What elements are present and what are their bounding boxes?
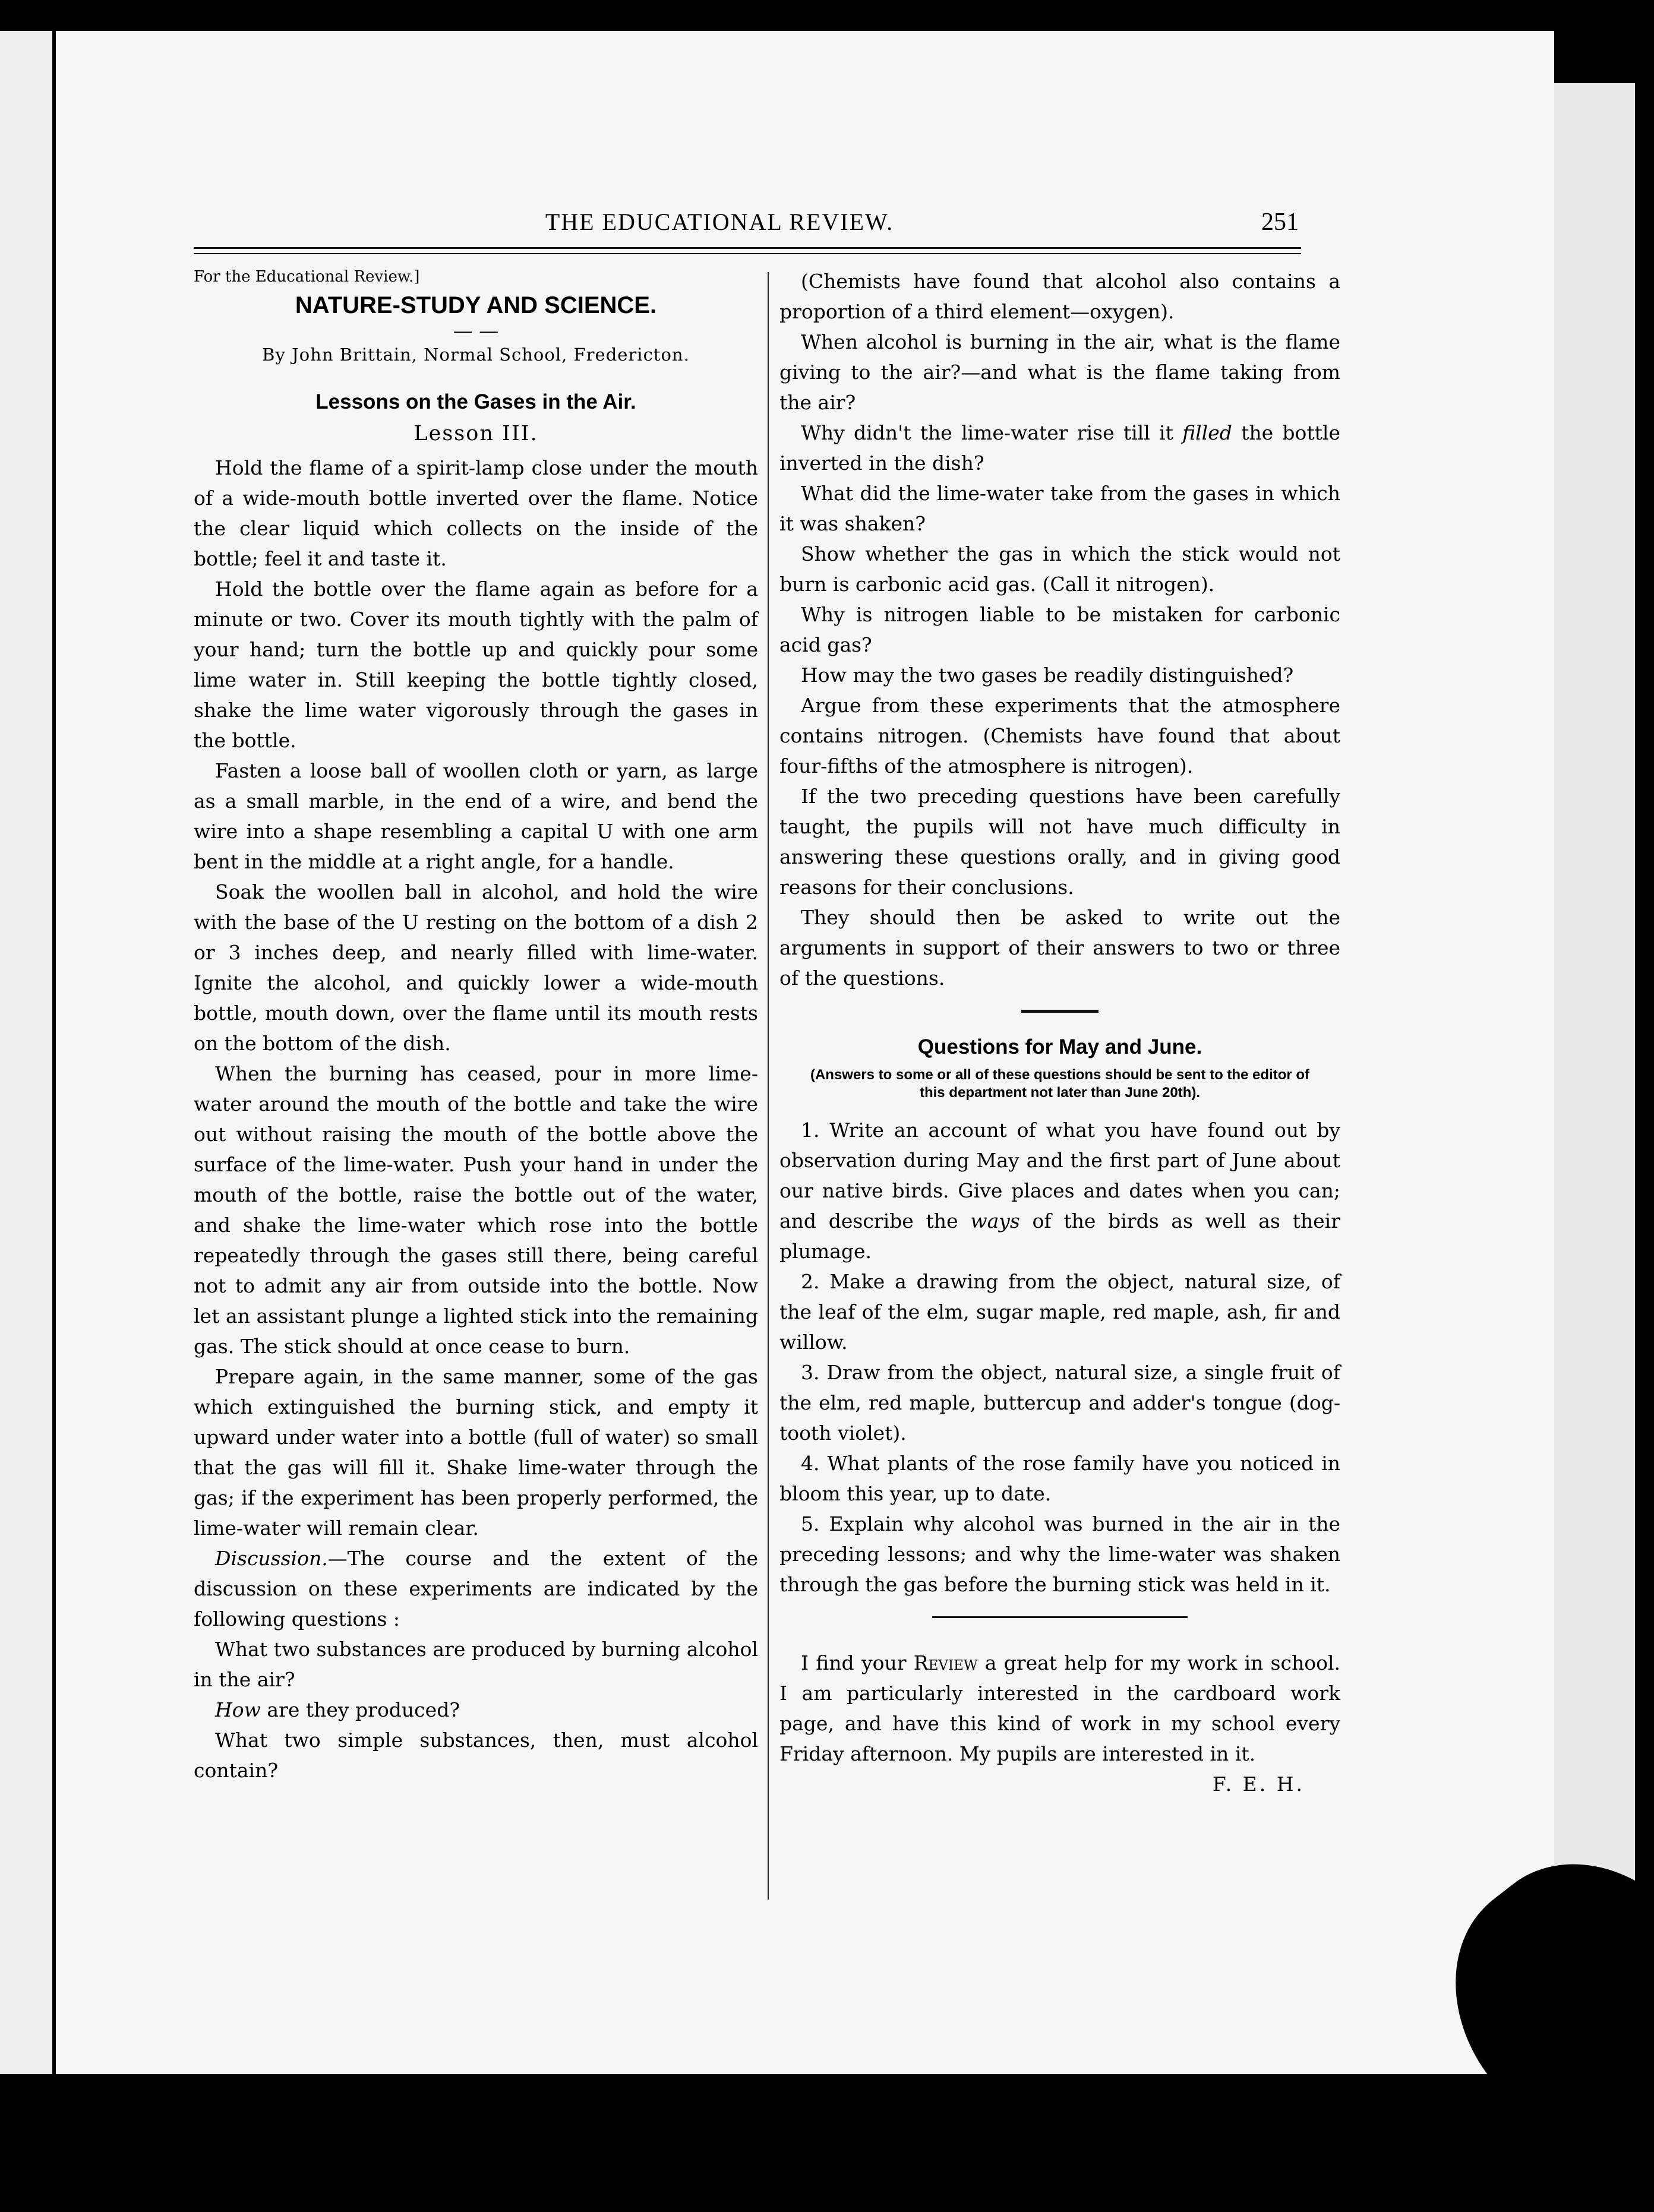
questions-heading: Questions for May and June. xyxy=(917,1035,1202,1058)
letter-signature: F. E. H. xyxy=(1212,1772,1305,1796)
byline: By John Brittain, Normal School, Fredericton. xyxy=(262,345,690,365)
running-head: THE EDUCATIONAL REVIEW. xyxy=(545,208,894,235)
left-column xyxy=(194,266,758,1786)
numbered-question: 4. What plants of the rose family have you noticed in bloom this year, up to date. xyxy=(779,1452,1340,1505)
paragraph: Hold the flame of a spirit-lamp close under the mouth of a wide-mouth bottle inverted over the flame. Notice the clear liquid which collects on the inside of the bottle; feel it and taste it. xyxy=(194,456,758,570)
article-title: NATURE-STUDY AND SCIENCE. xyxy=(295,292,657,318)
question-text: Why didn't the lime-water rise till it xyxy=(801,421,1183,444)
question-emphasis: ways xyxy=(970,1209,1020,1233)
scan-margin-left xyxy=(0,31,52,2074)
lesson-number: Lesson III. xyxy=(414,422,538,445)
page-number: 251 xyxy=(1261,208,1299,236)
letter-review-word: Review xyxy=(913,1651,978,1674)
discussion-text: —The course and the extent of the discussion on these experiments are indicated by the following questions : xyxy=(194,1547,758,1630)
title-dash: — — xyxy=(453,319,499,342)
paragraph: If the two preceding questions have been carefully taught, the pupils will not have much difficulty in answering these questions orally, and in giving good reasons for their conclusions. xyxy=(779,785,1340,899)
question-text: the bottle inverted in the dish? xyxy=(779,421,1340,475)
question: What two simple substances, then, must alcohol contain? xyxy=(194,1728,758,1782)
page-header xyxy=(140,208,1299,234)
question xyxy=(194,1695,758,1725)
header-rule-secondary xyxy=(194,253,1301,254)
scan-margin-right xyxy=(1554,83,1635,2096)
reader-letter xyxy=(779,1648,1340,1769)
question: What two substances are produced by burning alcohol in the air? xyxy=(194,1638,758,1691)
question-text: are they produced? xyxy=(260,1698,460,1721)
question-emphasis: How xyxy=(215,1698,261,1721)
source-note: For the Educational Review.] xyxy=(194,268,420,286)
paragraph: When the burning has ceased, pour in more lime-water around the mouth of the bottle and take the wire out without raising the mouth of the bottle above the surface of the lime-water. Push your hand in under the mouth of the bottle, raise the bottle out of the water, and shake the lime-water which rose into the bottle repeatedly through the gases still there, being careful not to admit any air from outside into the bottle. Now let an assistant plunge a lighted stick into the remaining gas. The stick should at once cease to burn. xyxy=(194,1062,758,1358)
section-rule-long xyxy=(932,1616,1188,1618)
column-divider xyxy=(768,272,769,1900)
numbered-question: 3. Draw from the object, natural size, a single fruit of the elm, red maple, buttercup and adder's tongue (dog-tooth violet). xyxy=(779,1361,1340,1445)
paragraph: Hold the bottle over the flame again as before for a minute or two. Cover its mouth tightly with the palm of your hand; turn the bottle up and quickly pour some lime water in. Still keeping the bottle tightly closed, shake the lime water vigorously through the gases in the bottle. xyxy=(194,577,758,752)
numbered-question xyxy=(779,1115,1340,1266)
question: What did the lime-water take from the gases in which it was shaken? xyxy=(779,482,1340,535)
question xyxy=(779,418,1340,478)
paragraph: Fasten a loose ball of woollen cloth or yarn, as large as a small marble, in the end of a wire, and bend the wire into a shape resembling a capital U with one arm bent in the middle at a right angle, for a handle. xyxy=(194,759,758,873)
header-rule xyxy=(194,247,1301,249)
paragraph: Soak the woollen ball in alcohol, and hold the wire with the base of the U resting on the bottom of a dish 2 or 3 inches deep, and nearly filled with lime-water. Ignite the alcohol, and quickly lower a wide-mouth bottle, mouth down, over the flame until its mouth rests on the bottom of the dish. xyxy=(194,880,758,1055)
question: Show whether the gas in which the stick would not burn is carbonic acid gas. (Call it nitrogen). xyxy=(779,542,1340,596)
paragraph: They should then be asked to write out the arguments in support of their answers to two or three of the questions. xyxy=(779,906,1340,990)
question-emphasis: filled xyxy=(1182,421,1232,444)
question: How may the two gases be readily distinguished? xyxy=(801,663,1294,687)
paragraph: Prepare again, in the same manner, some of the gas which extinguished the burning stick, and empty it upward under water into a bottle (full of water) so small that the gas will fill it. Shake lime-water through the gas; if the experiment has been properly performed, the lime-water will remain clear. xyxy=(194,1365,758,1540)
discussion-label: Discussion. xyxy=(215,1547,328,1570)
question: Why is nitrogen liable to be mistaken for carbonic acid gas? xyxy=(779,603,1340,656)
numbered-question: 5. Explain why alcohol was burned in the air in the preceding lessons; and why the lime-water was shaken through the gas before the burning stick was held in it. xyxy=(779,1512,1340,1596)
question-text: 1. Write an account of what you have found out by observation during May and the first part of June about our native birds. Give places and dates when you can; and describe the xyxy=(779,1118,1340,1233)
letter-text: I find your xyxy=(801,1651,914,1674)
questions-note: (Answers to some or all of these questions should be sent to the editor of this department not later than June 20th). xyxy=(810,1067,1310,1101)
letter-text: a great help for my work in school. I am particularly interested in the cardboard work page, and have this kind of work in my school every Friday afternoon. My pupils are interested in it. xyxy=(779,1651,1340,1765)
question: When alcohol is burning in the air, what is the flame giving to the air?—and what is the flame taking from the air? xyxy=(779,330,1340,414)
paragraph: Argue from these experiments that the atmosphere contains nitrogen. (Chemists have found that about four-fifths of the atmosphere is nitrogen). xyxy=(779,694,1340,778)
question-text: of the birds as well as their plumage. xyxy=(779,1209,1341,1263)
lessons-heading: Lessons on the Gases in the Air. xyxy=(315,390,636,413)
section-rule xyxy=(1021,1010,1099,1013)
numbered-question: 2. Make a drawing from the object, natural size, of the leaf of the elm, sugar maple, red maple, ash, fir and willow. xyxy=(779,1270,1340,1354)
paragraph: (Chemists have found that alcohol also contains a proportion of a third element—oxygen). xyxy=(779,270,1340,323)
right-column xyxy=(779,266,1340,1799)
discussion-paragraph xyxy=(194,1543,758,1634)
